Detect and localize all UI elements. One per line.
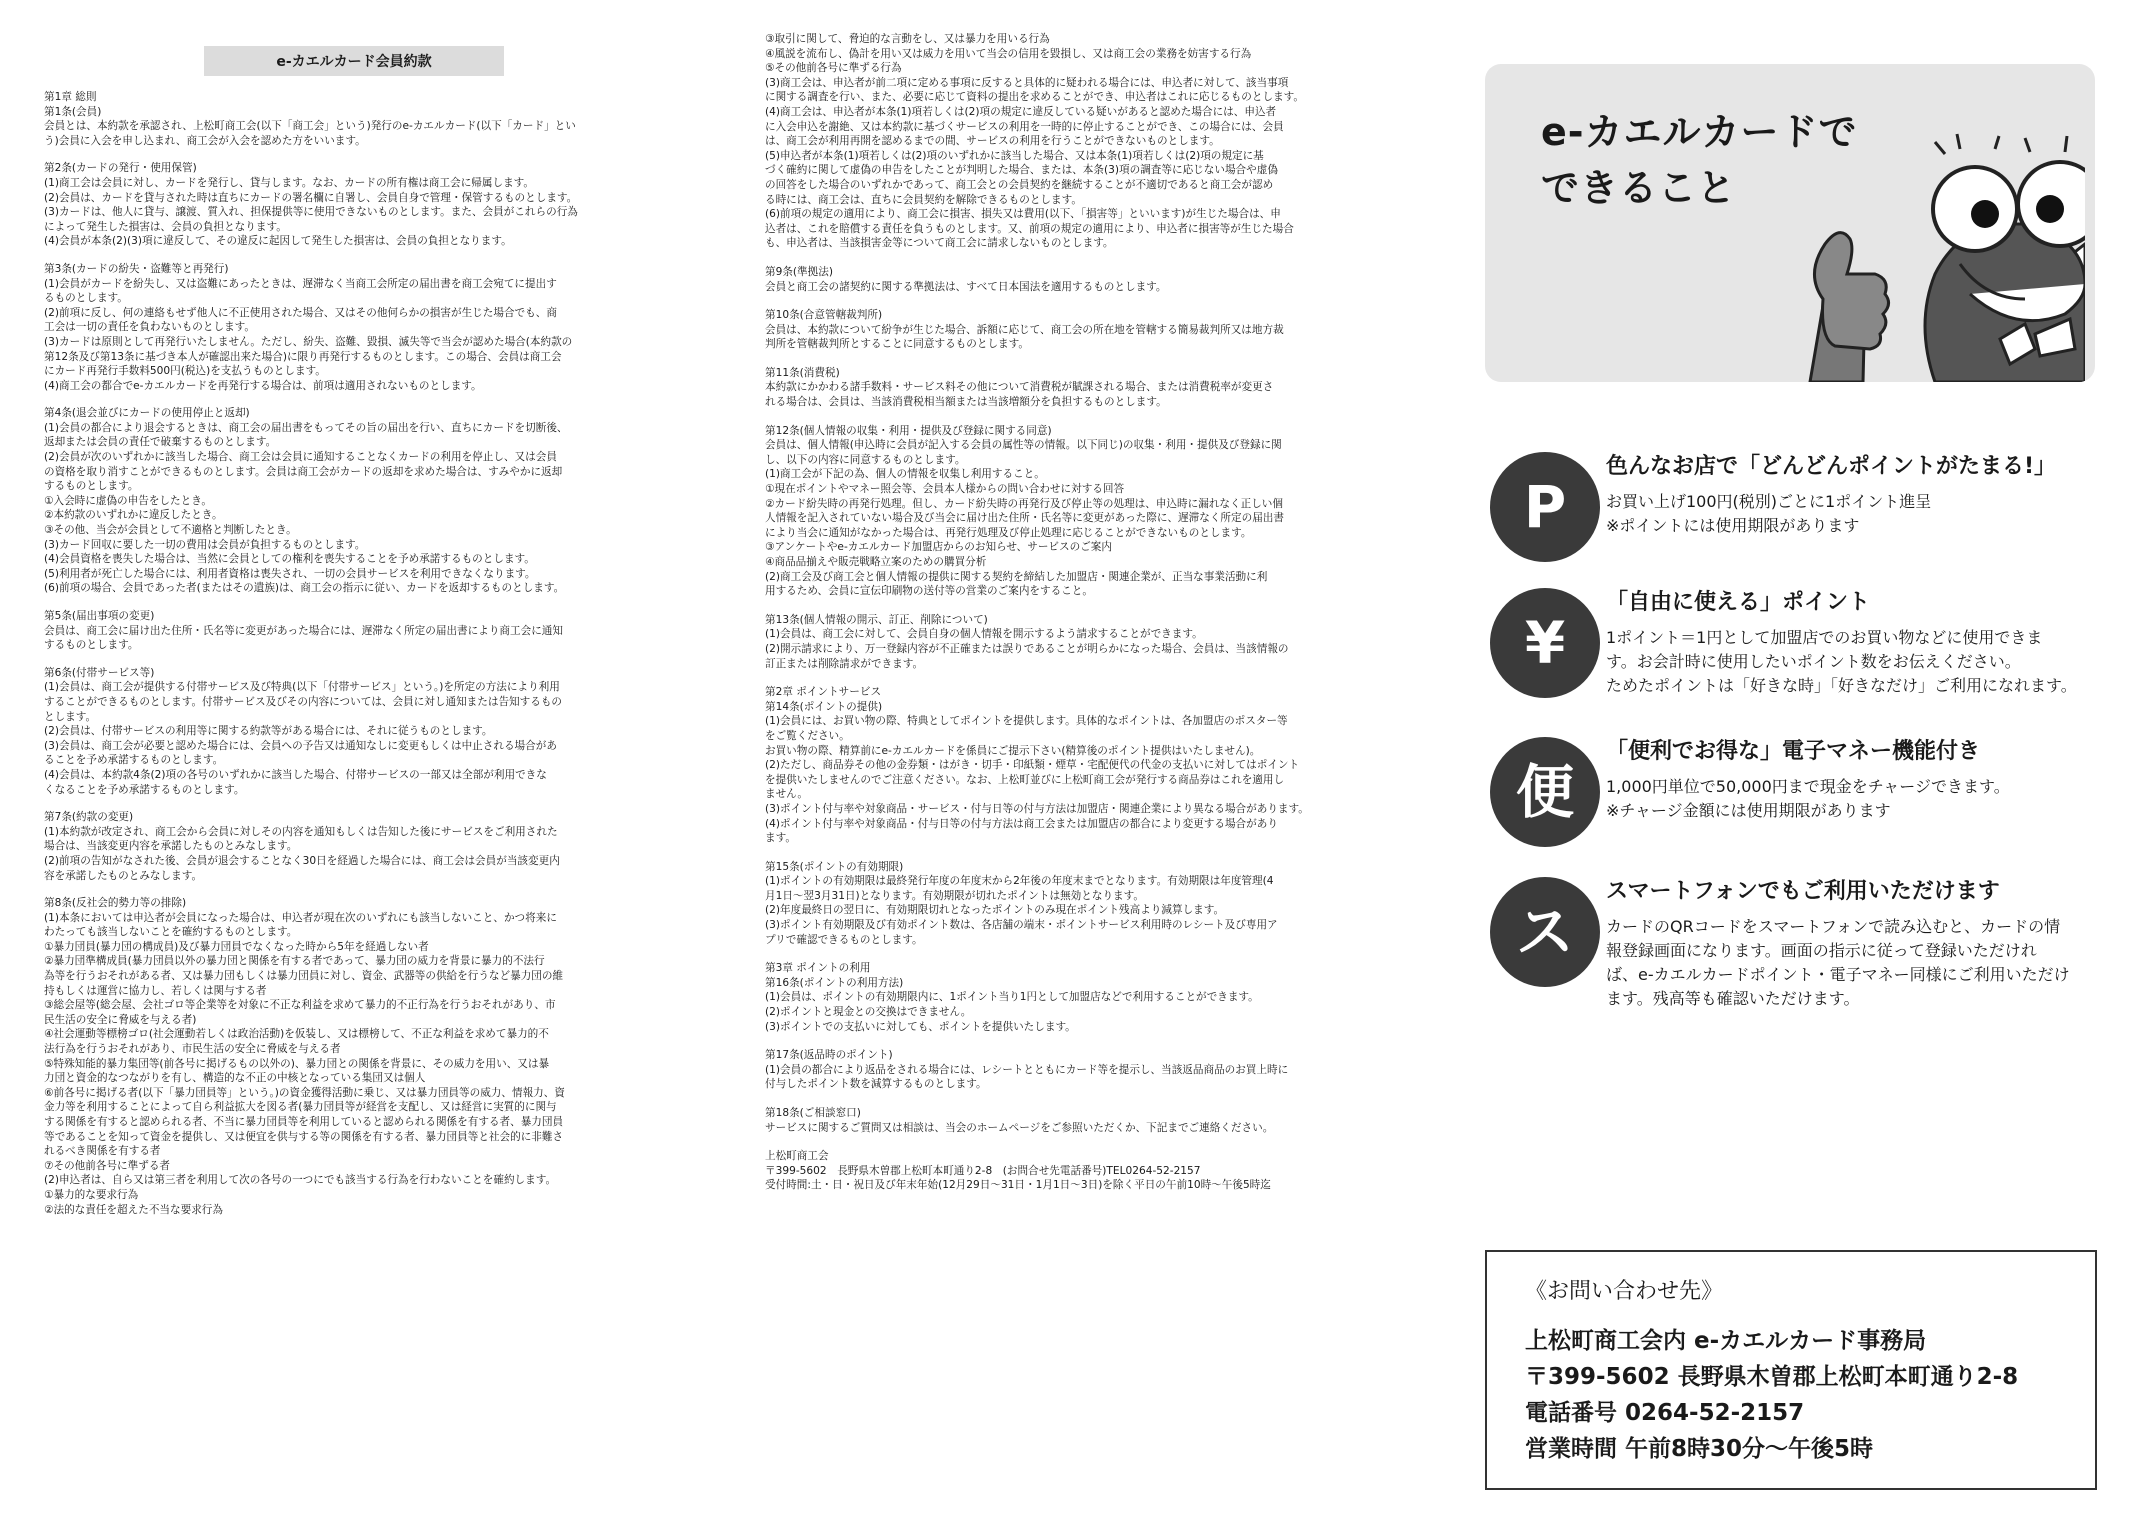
- terms-line: (4)会員は、本約款4条(2)項の各号のいずれかに該当した場合、付帯サービスの一部又は全部が利用できな: [44, 768, 547, 781]
- terms-line: を提供いたしませんのでご注意ください。なお、上松町並びに上松町商工会が発行する商品券はこれを適用し: [765, 773, 1285, 786]
- feature-body: [1606, 775, 2106, 823]
- terms-line: によって発生した損害は、会員の負担となります。: [44, 220, 287, 233]
- terms-column-right: [765, 32, 1377, 1207]
- section-heading: 第2章 ポイントサービス: [765, 686, 882, 699]
- terms-section: [765, 308, 1377, 352]
- terms-line: 〒399-5602 長野県木曽郡上松町本町通り2-8 (お問合せ先電話番号)TEL0264-52-2157: [765, 1164, 1201, 1177]
- terms-line: (3)カードは、他人に貸与、譲渡、質入れ、担保提供等に使用できないものとします。また、会員がこれらの行為: [44, 206, 578, 219]
- contact-office: 上松町商工会内 e-カエルカード事務局: [1525, 1328, 1927, 1354]
- terms-section: [44, 161, 656, 249]
- feature-line: ※チャージ金額には使用期限があります: [1606, 801, 1891, 820]
- terms-line: の資格を取り消すことができるものとします。会員は商工会がカードの返却を求めた場合は、すみやかに返却: [44, 465, 563, 478]
- section-heading: 第15条(ポイントの有効期限): [765, 860, 904, 873]
- hero-title-line2: できること: [1541, 166, 1737, 210]
- contact-box: [1485, 1250, 2097, 1490]
- section-heading: 第9条(準拠法): [765, 265, 833, 278]
- terms-section: [765, 961, 1377, 1034]
- terms-line: に関する調査を行い、また、必要に応じて資料の提出を求めることができ、申込者はこれに応じるものとします。: [765, 91, 1305, 104]
- terms-body-left: [44, 90, 656, 1217]
- terms-line: ②カード紛失時の再発行処理。但し、カード紛失時の再発行及び停止等の処理は、申込時に漏れなく正しい個: [765, 497, 1283, 510]
- terms-line: る時には、商工会は、直ちに会員契約を解除できるものとします。: [765, 193, 1082, 206]
- terms-line: (4)商工会の都合でe-カエルカードを再発行する場合は、前項は適用されないものとします。: [44, 379, 482, 392]
- section-heading: 第4条(退会並びにカードの使用停止と返却): [44, 407, 250, 420]
- terms-line: (1)会員は、商工会が提供する付帯サービス及び特典(以下「付帯サービス」という。)を所定の方法により利用: [44, 681, 560, 694]
- terms-line: (4)会員が本条(2)(3)項に違反して、その違反に起因して発生した損害は、会員の負担となります。: [44, 235, 512, 248]
- section-heading: 第5条(届出事項の変更): [44, 610, 155, 622]
- terms-line: プリで確認できるものとします。: [765, 933, 923, 946]
- terms-line: くなることを予め承諾するものとします。: [44, 783, 245, 796]
- terms-line: (4)商工会は、申込者が本条(1)項若しくは(2)項の規定に違反している疑いがあると認めた場合には、申込者: [765, 105, 1277, 118]
- feature-line: ためたポイントは「好きな時」「好きなだけ」ご利用になれます。: [1606, 676, 2077, 695]
- contact-heading: 《お問い合わせ先》: [1525, 1279, 1724, 1304]
- feature-line: 1ポイント＝1円として加盟店でのお買い物などに使用できま: [1606, 628, 2043, 647]
- terms-line: るものとします。: [44, 292, 128, 305]
- terms-line: (1)ポイントの有効期限は最終発行年度の年度末から2年後の年度末までとなります。有効期限は年度管理(4: [765, 875, 1274, 888]
- terms-line: ⑦その他前各号に準ずる者: [44, 1159, 171, 1172]
- terms-line: 容を承諾したものとみなします。: [44, 869, 203, 882]
- terms-line: (5)利用者が死亡した場合には、利用者資格は喪失され、一切の会員サービスを利用できなくなります。: [44, 567, 536, 580]
- terms-line: れる場合は、会員は、当該消費税相当額または当該増額分を負担するものとします。: [765, 396, 1167, 409]
- terms-line: (5)申込者が本条(1)項若しくは(2)項のいずれかに該当した場合、又は本条(1)項若しくは(2)項の規定に基: [765, 149, 1264, 162]
- contact-hours: 営業時間 午前8時30分～午後5時: [1525, 1436, 1874, 1462]
- terms-section: [44, 896, 656, 1217]
- feature-line: す。お会計時に使用したいポイント数をお伝えください。: [1606, 652, 2021, 671]
- terms-section: [765, 265, 1377, 294]
- terms-line: 訂正または削除請求ができます。: [765, 657, 924, 670]
- terms-line: 為等を行うおそれがある者、又は暴力団もしくは暴力団員に対し、資金、武器等の供給を行うなど暴力団の維: [44, 970, 564, 983]
- terms-line: は、商工会が利用再開を認めるまでの間、サービスの利用を行うことができないものとします。: [765, 135, 1220, 148]
- terms-line: にカード再発行手数料500円(税込)を支払うものとします。: [44, 365, 326, 378]
- terms-line: ③その他、当会が会員として不適格と判断したとき。: [44, 524, 297, 537]
- terms-section: [44, 262, 656, 393]
- terms-column-left: [44, 32, 656, 1230]
- terms-line: 込者は、これを賠償する責任を負うものとします。又、前項の規定の適用により、申込者に損害等が生じた場合: [765, 222, 1294, 235]
- section-heading: 第6条(付帯サービス等): [44, 666, 155, 679]
- feature-heading: 色んなお店で「どんどんポイントがたまる!」: [1606, 454, 2057, 479]
- terms-line: (2)ただし、商品券その他の金券類・はがき・切手・印紙類・煙草・宅配便代の代金の支払いに対してはポイント: [765, 759, 1300, 772]
- terms-section: [765, 1106, 1377, 1135]
- terms-section: [765, 366, 1377, 410]
- terms-line: するものとします。: [44, 639, 139, 652]
- terms-line: (1)会員には、お買い物の際、特典としてポイントを提供します。具体的なポイントは、各加盟店のポスター等: [765, 715, 1288, 728]
- feature-line: ます。残高等も確認いただけます。: [1606, 989, 1860, 1008]
- terms-line: (4)ポイント付与率や対象商品・付与日等の付与方法は商工会または加盟店の都合により変更する場合があり: [765, 817, 1278, 830]
- terms-line: ③総会屋等(総会屋、会社ゴロ等企業等を対象に不正な利益を求めて暴力的不正行為を行うおそれがあり、市: [44, 999, 556, 1012]
- terms-line: ①現在ポイントやマネー照会等、会員本人様からの問い合わせに対する回答: [765, 483, 1125, 496]
- terms-section: [765, 424, 1377, 599]
- terms-line: 月1日～翌3月31日)となります。有効期限が切れたポイントは無効となります。: [765, 889, 1144, 902]
- terms-line: し、以下の内容に同意するものとします。: [765, 453, 966, 466]
- terms-line: ④商品品揃えや販売戦略立案のための購買分析: [765, 556, 987, 568]
- terms-line: (6)前項の規定の適用により、商工会に損害、損失又は費用(以下、「損害等」といいます)が生じた場合は、申: [765, 208, 1281, 221]
- terms-line: ①暴力団員(暴力団の構成員)及び暴力団員でなくなった時から5年を経過しない者: [44, 940, 429, 953]
- terms-line: 判所を管轄裁判所とすることに同意するものとします。: [765, 338, 1029, 351]
- terms-line: をご覧ください。: [765, 729, 850, 742]
- terms-line: (3)ポイント付与率や対象商品・サービス・付与日等の付与方法は加盟店・関連企業により異なる場合があります。: [765, 802, 1309, 815]
- terms-line: 第16条(ポイントの利用方法): [765, 976, 904, 989]
- terms-section: [44, 609, 656, 653]
- terms-line: (4)会員資格を喪失した場合は、当然に会員としての権利を喪失することを予め承諾するものとします。: [44, 553, 535, 566]
- section-heading: ③取引に関して、脅迫的な言動をし、又は暴力を用いる行為: [765, 33, 1050, 45]
- feature-body: [1606, 626, 2106, 698]
- terms-line: により当会に通知がなかった場合は、再発行処理及び停止処理に応じることができないものとします。: [765, 526, 1252, 539]
- terms-line: ⑤特殊知能的暴力集団等(前各号に掲げるもの以外の)、暴力団との関係を背景に、その威力を用い、又は暴: [44, 1057, 550, 1070]
- terms-line: ⑥前各号に掲げる者(以下「暴力団員等」という。)の資金獲得活動に乗じ、又は暴力団員等の威力、情報力、資: [44, 1086, 565, 1099]
- terms-line: ます。: [765, 832, 796, 845]
- feature-line: お買い上げ100円(税別)ごとに1ポイント進呈: [1606, 492, 1932, 511]
- feature-line: 1,000円単位で50,000円まで現金をチャージできます。: [1606, 777, 2010, 796]
- section-heading: 第3条(カードの紛失・盗難等と再発行): [44, 262, 229, 275]
- terms-line: 第1条(会員): [44, 105, 102, 118]
- terms-line: するものとします。: [44, 480, 139, 493]
- terms-line: (1)商工会は会員に対し、カードを発行し、貸与します。なお、カードの所有権は商工会に帰属します。: [44, 176, 535, 189]
- terms-line: 会員と商工会の諸契約に関する準拠法は、すべて日本国法を適用するものとします。: [765, 280, 1167, 293]
- terms-line: (2)会員は、カードを貸与された時は直ちにカードの署名欄に自署し、会員自身で管理・保管するものとします。: [44, 191, 578, 204]
- section-heading: 上松町商工会: [765, 1150, 829, 1163]
- terms-line: 付与したポイント数を減算するものとします。: [765, 1078, 987, 1091]
- terms-line: (1)会員の都合により返品をされる場合には、レシートとともにカード等を提示し、当該返品商品のお買上時に: [765, 1063, 1289, 1076]
- terms-line: (1)会員は、商工会に対して、会員自身の個人情報を開示するよう請求することができます。: [765, 628, 1203, 641]
- terms-line: ①暴力的な要求行為: [44, 1188, 139, 1201]
- terms-line: (3)カードは原則として再発行いたしません。ただし、紛失、盗難、毀損、滅失等で当会が認めた場合(本約款の: [44, 335, 573, 348]
- terms-line: (2)会員は、付帯サービスの利用等に関する約款等がある場合には、それに従うものとします。: [44, 725, 493, 738]
- feature-body: [1606, 915, 2106, 1011]
- terms-line: 民生活の安全に脅威を与える者): [44, 1013, 197, 1026]
- terms-line: 用するため、会員に宣伝印刷物の送付等の営業のご案内をすること。: [765, 585, 1093, 598]
- terms-line: 等であることを知って資金を提供し、又は便宜を供与する等の関係を有する者、暴力団員等と社会的に非難さ: [44, 1130, 564, 1143]
- feature-line: ば、e-カエルカードポイント・電子マネー同様にご利用いただけ: [1606, 965, 2070, 984]
- contact-address: 〒399-5602 長野県木曽郡上松町本町通り2-8: [1525, 1364, 2019, 1390]
- section-heading: 第10条(合意管轄裁判所): [765, 309, 883, 322]
- terms-line: 第12条及び第13条に基づき本人が確認出来た場合)に限り再発行するものとします。この場合、会員は商工会: [44, 350, 562, 363]
- terms-line: (1)本約款が改定され、商工会から会員に対しその内容を通知もしくは告知した後にサービスをご利用された: [44, 825, 558, 838]
- terms-line: サービスに関するご質問又は相談は、当会のホームページをご参照いただくか、下記までご連絡ください。: [765, 1121, 1274, 1134]
- terms-section: [44, 810, 656, 883]
- terms-line: (1)商工会が下記の為、個人の情報を収集し利用すること。: [765, 468, 1045, 481]
- terms-line: 返却または会員の責任で破棄するものとします。: [44, 436, 277, 449]
- terms-line: (6)前項の場合、会員であった者(またはその遺族)は、商工会の指示に従い、カードを返却するものとします。: [44, 582, 565, 595]
- terms-line: 金力等を利用することによって自ら利益拡大を図る者(暴力団員等が経営を支配し、又は経営に実質的に関与: [44, 1101, 557, 1114]
- terms-line: (3)会員は、商工会が必要と認めた場合には、会員への予告又は通知なしに変更もしくは中止される場合があ: [44, 739, 557, 752]
- terms-section: [765, 685, 1377, 846]
- terms-line: 場合は、当該変更内容を承諾したものとみなします。: [44, 840, 298, 853]
- terms-line: ません。: [765, 788, 809, 801]
- feature-heading: 「自由に使える」ポイント: [1606, 590, 1871, 615]
- terms-line: 持もしくは運営に協力し、若しくは関与する者: [44, 984, 267, 997]
- terms-line: も、申込者は、当該損害金等について商工会に請求しないものとします。: [765, 237, 1114, 250]
- terms-line: ②法的な責任を超えた不当な要求行為: [44, 1203, 223, 1216]
- section-heading: 第7条(約款の変更): [44, 811, 134, 824]
- terms-line: ②暴力団準構成員(暴力団員以外の暴力団と関係を有する者であって、暴力団の威力を背景に暴力的不法行: [44, 955, 545, 968]
- hero-panel: [1485, 64, 2095, 382]
- terms-line: わたっても該当しないことを確約するものとします。: [44, 926, 298, 939]
- terms-line: 法行為を行うおそれがあり、市民生活の安全に脅威を与える者: [44, 1043, 341, 1056]
- terms-line: (2)年度最終日の翌日に、有効期限切れとなったポイントのみ現在ポイント残高より減算します。: [765, 904, 1225, 917]
- terms-line: (2)商工会及び商工会と個人情報の提供に関する契約を締結した加盟店・関連企業が、正当な事業活動に利: [765, 570, 1268, 583]
- terms-line: 受付時間:土・日・祝日及び年末年始(12月29日～31日・1月1日～3日)を除く平日の午前10時～午後5時迄: [765, 1179, 1271, 1192]
- yen-icon: ¥: [1490, 588, 1600, 698]
- terms-line: 人情報を記入されていない場合及び当会に届け出た住所・氏名等に変更があった際に、遅滞なく所定の届出書: [765, 512, 1284, 525]
- terms-line: 会員は、本約款について紛争が生じた場合、訴額に応じて、商工会の所在地を管轄する簡易裁判所又は地方裁: [765, 323, 1284, 336]
- terms-line: 会員は、商工会に届け出た住所・氏名等に変更があった場合には、遅滞なく所定の届出書により商工会に通知: [44, 624, 563, 637]
- smartphone-icon: ス: [1490, 877, 1600, 987]
- section-heading: 第2条(カードの発行・使用保管): [44, 162, 197, 175]
- terms-line: する関係を有すると認められる者、不当に暴力団員等を利用していると認められる関係を有する者、暴力団員: [44, 1116, 564, 1128]
- convenience-icon: 便: [1490, 737, 1600, 847]
- terms-section: [765, 32, 1377, 251]
- terms-line: (3)ポイント有効期限及び有効ポイント数は、各店舗の端末・ポイントサービス利用時のレシート及び専用ア: [765, 919, 1278, 932]
- terms-section: [765, 1149, 1377, 1193]
- feature-heading: 「便利でお得な」電子マネー機能付き: [1606, 739, 1981, 764]
- terms-line: ④社会運動等標榜ゴロ(社会運動若しくは政治活動)を仮装し、又は標榜して、不正な利益を求めて暴力的不: [44, 1028, 549, 1041]
- terms-line: (3)商工会は、申込者が前二項に定める事項に反すると具体的に疑われる場合には、申込者に対して、該当事項: [765, 76, 1289, 89]
- section-heading: 第1章 総則: [44, 91, 97, 103]
- contact-phone: 電話番号 0264-52-2157: [1525, 1400, 1805, 1426]
- terms-section: [44, 90, 656, 148]
- terms-line: (2)前項の告知がなされた後、会員が退会することなく30日を経過した場合には、商工会は会員が当該変更内: [44, 854, 560, 867]
- terms-line: ②本約款のいずれかに違反したとき。: [44, 509, 223, 522]
- terms-line: ⑤その他前各号に準ずる行為: [765, 62, 902, 75]
- terms-line: (1)会員がカードを紛失し、又は盗難にあったときは、遅滞なく当商工会所定の届出書を商工会宛てに提出す: [44, 277, 557, 290]
- terms-line: ④風説を流布し、偽計を用い又は威力を用いて当会の信用を毀損し、又は商工会の業務を妨害する行為: [765, 47, 1252, 60]
- terms-section: [765, 1048, 1377, 1092]
- terms-line: に入会申込を謝絶、又は本約款に基づくサービスの利用を一時的に停止することができ、この場合には、会員: [765, 120, 1284, 133]
- terms-line: お買い物の際、精算前にe-カエルカードを係員にご提示下さい(精算後のポイント提供はいたしません)。: [765, 744, 1261, 757]
- feature-line: 報登録画面になります。画面の指示に従って登録いただけれ: [1606, 941, 2037, 960]
- section-heading: 第8条(反社会的勢力等の排除): [44, 897, 187, 910]
- terms-line: (2)申込者は、自ら又は第三者を利用して次の各号の一つにでも該当する行為を行わないことを確約します。: [44, 1174, 557, 1187]
- terms-line: (3)ポイントでの支払いに対しても、ポイントを提供いたします。: [765, 1020, 1076, 1033]
- terms-line: れるべき関係を有する者: [44, 1145, 161, 1158]
- feature-line: ※ポイントには使用期限があります: [1606, 516, 1860, 535]
- terms-line: (1)会員の都合により退会するときは、商工会の届出書をもってその旨の届出を行い、直ちにカードを切断後、: [44, 421, 568, 434]
- section-heading: 第13条(個人情報の開示、訂正、削除について): [765, 613, 988, 626]
- terms-line: とします。: [44, 710, 97, 723]
- terms-line: づく確約に関して虚偽の申告をしたことが判明した場合、または、本条(3)項の調査等に応じない場合や虚偽: [765, 164, 1278, 177]
- section-heading: 第3章 ポイントの利用: [765, 962, 871, 975]
- terms-line: ①入会時に虚偽の申告をしたとき。: [44, 494, 212, 507]
- terms-line: (1)会員は、ポイントの有効期限内に、1ポイント当り1円として加盟店などで利用することができます。: [765, 991, 1259, 1004]
- document-title: e-カエルカード会員約款: [204, 46, 504, 76]
- terms-line: することができるものとします。付帯サービス及びその内容については、会員に対し通知または告知するもの: [44, 695, 563, 708]
- feature-heading: スマートフォンでもご利用いただけます: [1606, 879, 2000, 904]
- terms-line: (1)本条においては申込者が会員になった場合は、申込者が現在次のいずれにも該当しないこと、かつ将来に: [44, 911, 557, 924]
- terms-line: ることを予め承諾するものとします。: [44, 754, 224, 767]
- section-heading: 第18条(ご相談窓口): [765, 1107, 861, 1119]
- terms-section: [44, 666, 656, 797]
- terms-line: (2)会員が次のいずれかに該当した場合、商工会は会員に通知することなくカードの利用を停止し、又は会員: [44, 451, 557, 464]
- terms-line: (2)前項に反し、何の連絡もせず他人に不正使用された場合、又はその他何らかの損害が生じた場合でも、商: [44, 306, 557, 319]
- terms-line: ③アンケートやe-カエルカード加盟店からのお知らせ、サービスのご案内: [765, 541, 1112, 554]
- terms-line: (2)ポイントと現金との交換はできません。: [765, 1006, 972, 1019]
- terms-line: 工会は一切の責任を負わないものとします。: [44, 321, 256, 334]
- terms-line: 第14条(ポイントの提供): [765, 700, 883, 713]
- section-heading: 第12条(個人情報の収集・利用・提供及び登録に関する同意): [765, 424, 1052, 437]
- hero-title-line1: e-カエルカードで: [1541, 110, 1858, 154]
- terms-line: 本約款にかかわる諸手数料・サービス料その他について消費税が賦課される場合、または消費税率が変更さ: [765, 381, 1274, 394]
- section-heading: 第11条(消費税): [765, 366, 840, 379]
- terms-line: 会員は、個人情報(申込時に会員が記入する会員の属性等の情報。以下同じ)の収集・利用・提供及び登録に関: [765, 439, 1282, 452]
- terms-line: (2)開示請求により、万一登録内容が不正確または誤りであることが明らかになった場合、会員は、当該情報の: [765, 642, 1289, 655]
- terms-section: [44, 406, 656, 596]
- terms-line: う)会員に入会を申し込まれ、商工会が入会を認めた方をいいます。: [44, 134, 366, 147]
- feature-body: [1606, 490, 2106, 538]
- feature-line: カードのQRコードをスマートフォンで読み込むと、カードの情: [1606, 917, 2061, 936]
- terms-line: の回答をした場合のいずれかであって、商工会との会員契約を継続することが不適切であると商工会が認め: [765, 178, 1274, 191]
- frog-mascot-icon: [1785, 124, 2085, 382]
- terms-line: 力団と資金的なつながりを有し、構造的な不正の中核となっている集団又は個人: [44, 1072, 426, 1085]
- point-icon: P: [1490, 452, 1600, 562]
- terms-line: 会員とは、本約款を承認され、上松町商工会(以下「商工会」という)発行のe-カエルカード(以下「カード」とい: [44, 120, 576, 133]
- section-heading: 第17条(返品時のポイント): [765, 1049, 893, 1062]
- terms-body-right: [765, 32, 1377, 1193]
- terms-line: (3)カード回収に要した一切の費用は会員が負担するものとします。: [44, 538, 366, 551]
- terms-section: [765, 860, 1377, 948]
- terms-section: [765, 613, 1377, 671]
